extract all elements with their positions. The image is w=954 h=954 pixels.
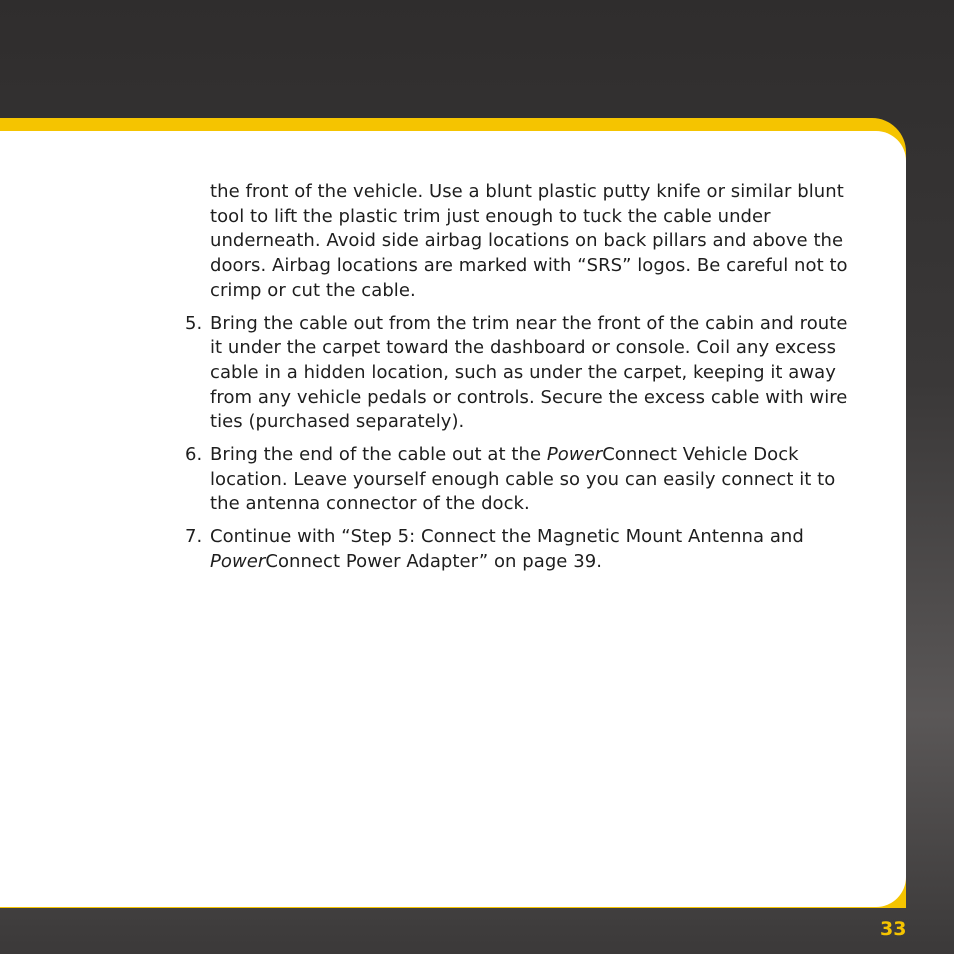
list-number: 5.: [185, 312, 203, 334]
list-item-6: [185, 443, 865, 517]
list-item-text-before: Bring the end of the cable out at the: [210, 444, 547, 466]
list-item-text-after: Connect Vehicle Dock location. Leave yourself enough cable so you can easily connect it to the antenna connector of the dock.: [210, 444, 836, 515]
continuation-paragraph: the front of the vehicle. Use a blunt plastic putty knife or similar blunt tool to lift the plastic trim just enough to tuck the cable under underneath. Avoid side airbag locations on back pillars and above the doors. Airbag locations are marked with “SRS” logos. Be careful not to crimp or cut the cable.: [210, 181, 848, 301]
page-number: 33: [880, 918, 907, 940]
instructions-body: [185, 180, 865, 575]
brand-italic: Power: [210, 550, 266, 572]
brand-italic: Power: [546, 444, 603, 466]
list-item-text-before: Continue with “Step 5: Connect the Magnetic Mount Antenna and: [210, 526, 804, 548]
list-number: 6.: [185, 444, 203, 466]
list-number: 7.: [185, 526, 203, 548]
list-item-text: Bring the cable out from the trim near the front of the cabin and route it under the carpet toward the dashboard or console. Coil any excess cable in a hidden location, such as under the carpet, keeping it away from any vehicle pedals or controls. Secure the excess cable with wire ties (purchased separately).: [210, 312, 848, 433]
list-item-7: [185, 525, 865, 574]
list-item-text-after: Connect Power Adapter” on page 39.: [265, 550, 602, 572]
list-item-5: [185, 312, 865, 436]
